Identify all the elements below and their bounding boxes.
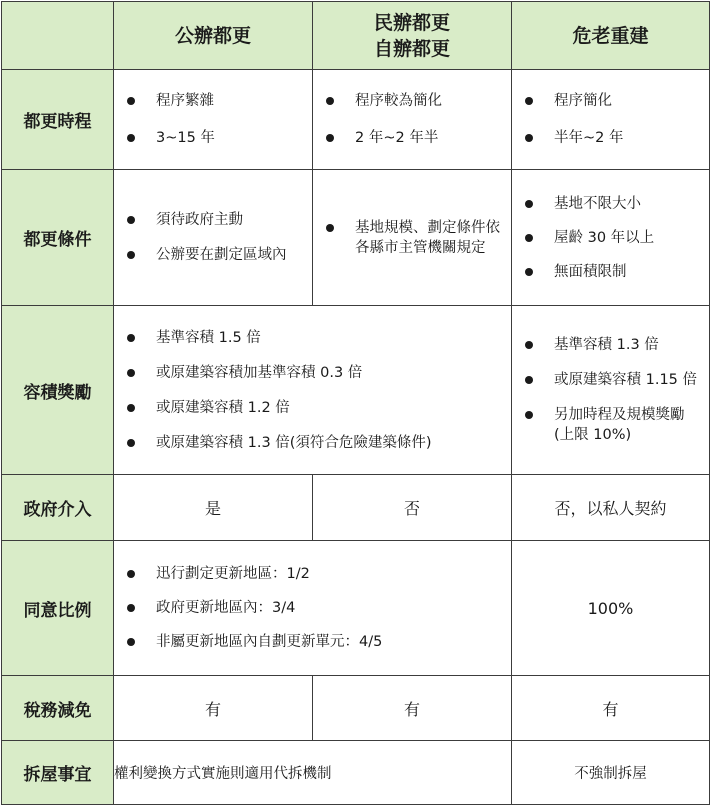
- list-item: 半年~2 年: [522, 128, 701, 148]
- list-item: 基地規模、劃定條件依各縣市主管機關規定: [323, 218, 503, 258]
- list-item: 基準容積 1.3 倍: [522, 335, 701, 355]
- conditions-private: [313, 170, 512, 306]
- header-corner: [2, 2, 114, 70]
- list-item: 或原建築容積 1.3 倍(須符合危險建築條件): [124, 433, 503, 453]
- header-public-renewal: 公辦都更: [114, 2, 313, 70]
- list-item: 非屬更新地區內自劃更新單元：4/5: [124, 632, 503, 652]
- list-item: 基地不限大小: [522, 194, 701, 214]
- row-label-timeline: 都更時程: [2, 70, 114, 170]
- consent-rebuild: 100%: [512, 541, 710, 676]
- list-item: 或原建築容積 1.15 倍: [522, 370, 701, 390]
- header-row: [2, 2, 710, 70]
- far-bonus-rebuild: [512, 306, 710, 475]
- row-label-far-bonus: 容積獎勵: [2, 306, 114, 475]
- list-item: 屋齡 30 年以上: [522, 228, 701, 248]
- list-item: 或原建築容積加基準容積 0.3 倍: [124, 363, 503, 383]
- table-row: [2, 676, 710, 741]
- list-item: 基準容積 1.5 倍: [124, 328, 503, 348]
- list-item: 程序繁雜: [124, 91, 304, 111]
- list-item: 政府更新地區內：3/4: [124, 598, 503, 618]
- conditions-rebuild: [512, 170, 710, 306]
- table-row: [2, 541, 710, 676]
- row-label-tax: 稅務減免: [2, 676, 114, 741]
- consent-public-private: [114, 541, 512, 676]
- comparison-table: [1, 1, 710, 805]
- tax-public: 有: [114, 676, 313, 741]
- list-item: 3~15 年: [124, 128, 304, 148]
- list-item: 程序較為簡化: [323, 91, 503, 111]
- table-row: [2, 741, 710, 805]
- row-label-conditions: 都更條件: [2, 170, 114, 306]
- list-item: 另加時程及規模獎勵(上限 10%): [522, 405, 701, 445]
- row-label-government: 政府介入: [2, 475, 114, 541]
- row-label-consent: 同意比例: [2, 541, 114, 676]
- list-item: 須待政府主動: [124, 210, 304, 230]
- timeline-public: [114, 70, 313, 170]
- table-row: [2, 70, 710, 170]
- demolition-rebuild: 不強制拆屋: [512, 741, 710, 805]
- row-label-demolition: 拆屋事宜: [2, 741, 114, 805]
- list-item: 2 年~2 年半: [323, 128, 503, 148]
- list-item: 公辦要在劃定區域內: [124, 245, 304, 265]
- timeline-rebuild: [512, 70, 710, 170]
- header-private-line2: 自辦都更: [373, 37, 450, 60]
- far-bonus-public-private: [114, 306, 512, 475]
- government-private: 否: [313, 475, 512, 541]
- table-row: [2, 475, 710, 541]
- demolition-public-private: 權利變換方式實施則適用代拆機制: [114, 741, 512, 805]
- table-row: [2, 306, 710, 475]
- header-dangerous-old-rebuild: 危老重建: [512, 2, 710, 70]
- list-item: 無面積限制: [522, 262, 701, 282]
- government-rebuild: 否，以私人契約: [512, 475, 710, 541]
- list-item: 迅行劃定更新地區：1/2: [124, 564, 503, 584]
- tax-rebuild: 有: [512, 676, 710, 741]
- tax-private: 有: [313, 676, 512, 741]
- government-public: 是: [114, 475, 313, 541]
- list-item: 程序簡化: [522, 91, 701, 111]
- timeline-private: [313, 70, 512, 170]
- table-row: [2, 170, 710, 306]
- conditions-public: [114, 170, 313, 306]
- list-item: 或原建築容積 1.2 倍: [124, 398, 503, 418]
- header-private-line1: 民辦都更: [373, 11, 450, 34]
- header-private-renewal: [313, 2, 512, 70]
